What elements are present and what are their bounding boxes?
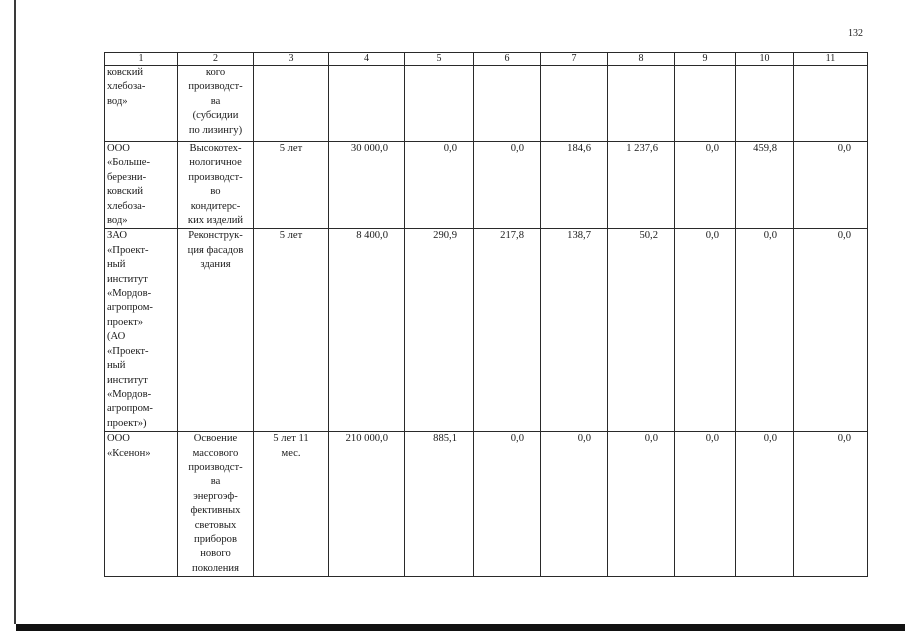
organization-cell-text: ООО «Больше- березни- ковский хлебоза- вод» [107, 143, 151, 227]
value-cell [608, 432, 675, 577]
value-cell [794, 142, 868, 229]
value-cell [794, 66, 868, 142]
value-cell-text: 0,0 [705, 143, 719, 154]
value-cell [608, 229, 675, 432]
value-cell-text: 30 000,0 [350, 143, 388, 154]
value-cell [736, 229, 794, 432]
header-cell: 11 [794, 53, 868, 66]
table-row [105, 142, 868, 229]
header-cell: 3 [254, 53, 329, 66]
term-cell [254, 432, 329, 577]
header-cell: 8 [608, 53, 675, 66]
value-cell [541, 66, 608, 142]
value-cell [608, 142, 675, 229]
value-cell-text: 210 000,0 [345, 433, 388, 445]
value-cell [608, 66, 675, 142]
term-cell [254, 142, 329, 229]
header-cell: 9 [675, 53, 736, 66]
value-cell [675, 432, 736, 577]
header-cell: 4 [329, 53, 405, 66]
project-cell-text: Освоение массового производст- ва энергоэф- фективных световых приборов нового поколения [188, 433, 243, 574]
value-cell [736, 142, 794, 229]
value-cell-text: 0,0 [510, 433, 524, 445]
value-cell [474, 142, 541, 229]
value-cell [329, 432, 405, 577]
value-cell [541, 432, 608, 577]
value-cell-text: 8 400,0 [356, 230, 388, 242]
project-cell-text: Высокотех- нологичное производст- во кондитерс- ких изделий [187, 143, 244, 227]
value-cell-text: 290,9 [433, 230, 457, 242]
header-cell: 5 [405, 53, 474, 66]
value-cell-text: 0,0 [837, 230, 851, 242]
value-cell-text: 138,7 [567, 230, 591, 242]
page-bottom-edge [16, 624, 905, 631]
value-cell-text: 184,6 [567, 143, 591, 154]
value-cell-text: 0,0 [763, 433, 777, 445]
value-cell [675, 142, 736, 229]
header-row [105, 53, 868, 66]
value-cell [405, 229, 474, 432]
header-cell: 6 [474, 53, 541, 66]
organization-cell [105, 66, 178, 142]
value-cell [541, 142, 608, 229]
header-cell: 10 [736, 53, 794, 66]
page-left-edge [14, 0, 16, 624]
value-cell [736, 432, 794, 577]
value-cell-text: 0,0 [837, 143, 851, 154]
value-cell-text: 0,0 [443, 143, 457, 154]
term-cell-text: 5 лет 11 мес. [273, 433, 309, 459]
value-cell [474, 66, 541, 142]
value-cell [329, 142, 405, 229]
value-cell [329, 229, 405, 432]
header-cell: 7 [541, 53, 608, 66]
project-cell-text: кого производст- ва (субсидии по лизингу) [188, 67, 243, 136]
value-cell-text: 217,8 [500, 230, 524, 242]
table-row [105, 66, 868, 142]
project-cell [178, 66, 254, 142]
table-row [105, 432, 868, 577]
project-cell-text: Реконструк- ция фасадов здания [187, 230, 244, 271]
value-cell-text: 0,0 [705, 433, 719, 445]
value-cell-text: 1 237,6 [626, 143, 658, 154]
value-cell-text: 459,8 [753, 143, 777, 154]
value-cell [675, 229, 736, 432]
value-cell-text: 0,0 [763, 230, 777, 242]
page-number: 132 [848, 28, 863, 39]
value-cell [405, 432, 474, 577]
organization-cell [105, 229, 178, 432]
value-cell [541, 229, 608, 432]
value-cell [474, 432, 541, 577]
term-cell [254, 229, 329, 432]
organization-cell [105, 142, 178, 229]
term-cell [254, 66, 329, 142]
value-cell [794, 432, 868, 577]
table-row [105, 229, 868, 432]
data-table [104, 52, 868, 577]
value-cell-text: 0,0 [577, 433, 591, 445]
project-cell [178, 142, 254, 229]
organization-cell-text: ЗАО «Проект- ный институт «Мордов- агропром- проект» (АО «Проект- ный институт «Мордов- агропром- проект») [107, 230, 153, 429]
value-cell [736, 66, 794, 142]
value-cell [794, 229, 868, 432]
header-cell: 2 [178, 53, 254, 66]
value-cell [474, 229, 541, 432]
value-cell-text: 885,1 [433, 433, 457, 445]
term-cell-text: 5 лет [279, 230, 303, 242]
header-cell: 1 [105, 53, 178, 66]
value-cell [405, 142, 474, 229]
value-cell-text: 0,0 [644, 433, 658, 445]
value-cell [675, 66, 736, 142]
value-cell-text: 0,0 [837, 433, 851, 445]
organization-cell-text: ООО «Ксенон» [107, 433, 151, 459]
project-cell [178, 229, 254, 432]
value-cell-text: 50,2 [639, 230, 658, 242]
value-cell [329, 66, 405, 142]
organization-cell [105, 432, 178, 577]
term-cell-text: 5 лет [279, 143, 303, 154]
organization-cell-text: ковский хлебоза- вод» [107, 67, 146, 107]
value-cell-text: 0,0 [705, 230, 719, 242]
value-cell [405, 66, 474, 142]
project-cell [178, 432, 254, 577]
value-cell-text: 0,0 [510, 143, 524, 154]
